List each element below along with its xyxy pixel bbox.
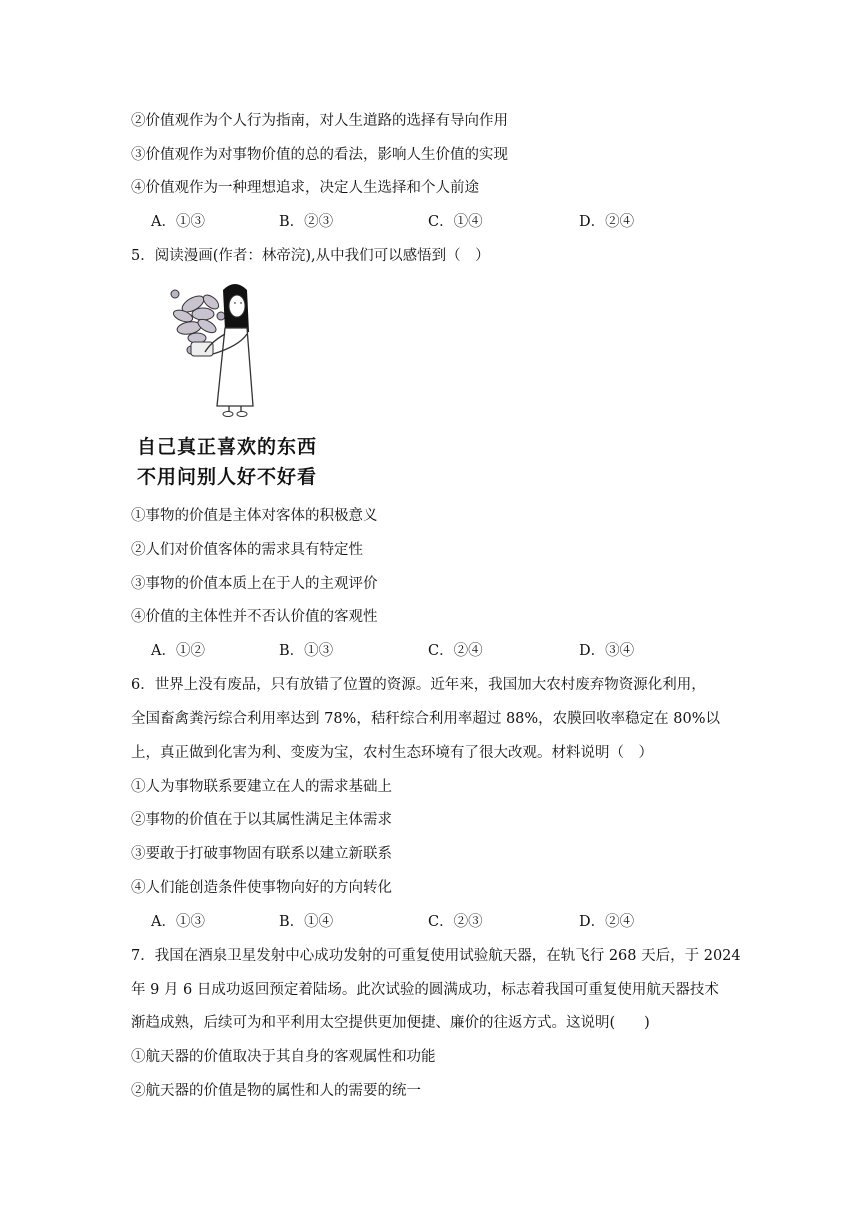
q5-stem: 5．阅读漫画(作者：林帝浣),从中我们可以感悟到（ ）: [131, 248, 490, 264]
q5-option-a[interactable]: A．①②: [151, 643, 205, 659]
q6-statement-2: ②事物的价值在于以其属性满足主体需求: [131, 812, 392, 828]
q4-statement-4: ④价值观作为一种理想追求，决定人生选择和个人前途: [131, 180, 479, 196]
q6-stem-line2: 全国畜禽粪污综合利用率达到 78%，秸秆综合利用率超过 88%，农膜回收率稳定在 80%以: [131, 711, 721, 727]
q6-option-c[interactable]: C．②③: [428, 914, 483, 930]
q6-statement-3: ③要敢于打破事物固有联系以建立新联系: [131, 846, 392, 862]
q6-option-d[interactable]: D．②④: [579, 914, 635, 930]
q6-stem-line1: 6．世界上没有废品，只有放错了位置的资源。近年来，我国加大农村废弃物资源化利用，: [131, 677, 706, 693]
cartoon-caption-line2: 不用问别人好不好看: [137, 466, 318, 488]
q6-statement-1: ①人为事物联系要建立在人的需求基础上: [131, 779, 392, 795]
q6-statement-4: ④人们能创造条件使事物向好的方向转化: [131, 880, 392, 896]
q4-option-a[interactable]: A．①③: [151, 214, 205, 230]
q6-option-b[interactable]: B．①④: [279, 914, 334, 930]
q6-options: [131, 912, 731, 932]
q4-options: [131, 212, 731, 232]
q5-options: [131, 641, 731, 661]
q5-statement-2: ②人们对价值客体的需求具有特定性: [131, 542, 363, 558]
q5-option-b[interactable]: B．①③: [279, 643, 334, 659]
q7-stem-line2: 年 9 月 6 日成功返回预定着陆场。此次试验的圆满成功，标志着我国可重复使用航天器技术: [131, 982, 719, 998]
q7-statement-2: ②航天器的价值是物的属性和人的需要的统一: [131, 1083, 421, 1099]
q5-statement-3: ③事物的价值本质上在于人的主观评价: [131, 576, 378, 592]
q6-stem-line3: 上，真正做到化害为利、变废为宝，农村生态环境有了很大改观。材料说明（ ）: [131, 745, 653, 761]
q5-statement-4: ④价值的主体性并不否认价值的客观性: [131, 609, 378, 625]
q4-statement-2: ②价值观作为个人行为指南，对人生道路的选择有导向作用: [131, 113, 508, 129]
q4-statement-3: ③价值观作为对事物价值的总的看法，影响人生价值的实现: [131, 147, 508, 163]
q7-stem-line3: 渐趋成熟，后续可为和平利用太空提供更加便捷、廉价的往返方式。这说明( ): [131, 1015, 650, 1031]
q7-statement-1: ①航天器的价值取决于其自身的客观属性和功能: [131, 1049, 436, 1065]
q4-option-c[interactable]: C．①④: [428, 214, 483, 230]
q5-option-d[interactable]: D．③④: [579, 643, 635, 659]
q5-statement-1: ①事物的价值是主体对客体的积极意义: [131, 508, 378, 524]
q4-option-d[interactable]: D．②④: [579, 214, 635, 230]
q5-option-c[interactable]: C．②④: [428, 643, 483, 659]
q6-option-a[interactable]: A．①③: [151, 914, 205, 930]
q7-stem-line1: 7．我国在酒泉卫星发射中心成功发射的可重复使用试验航天器，在轨飞行 268 天后，于 2024: [131, 948, 741, 964]
q4-option-b[interactable]: B．②③: [279, 214, 334, 230]
cartoon-caption-line1: 自己真正喜欢的东西: [137, 436, 318, 458]
